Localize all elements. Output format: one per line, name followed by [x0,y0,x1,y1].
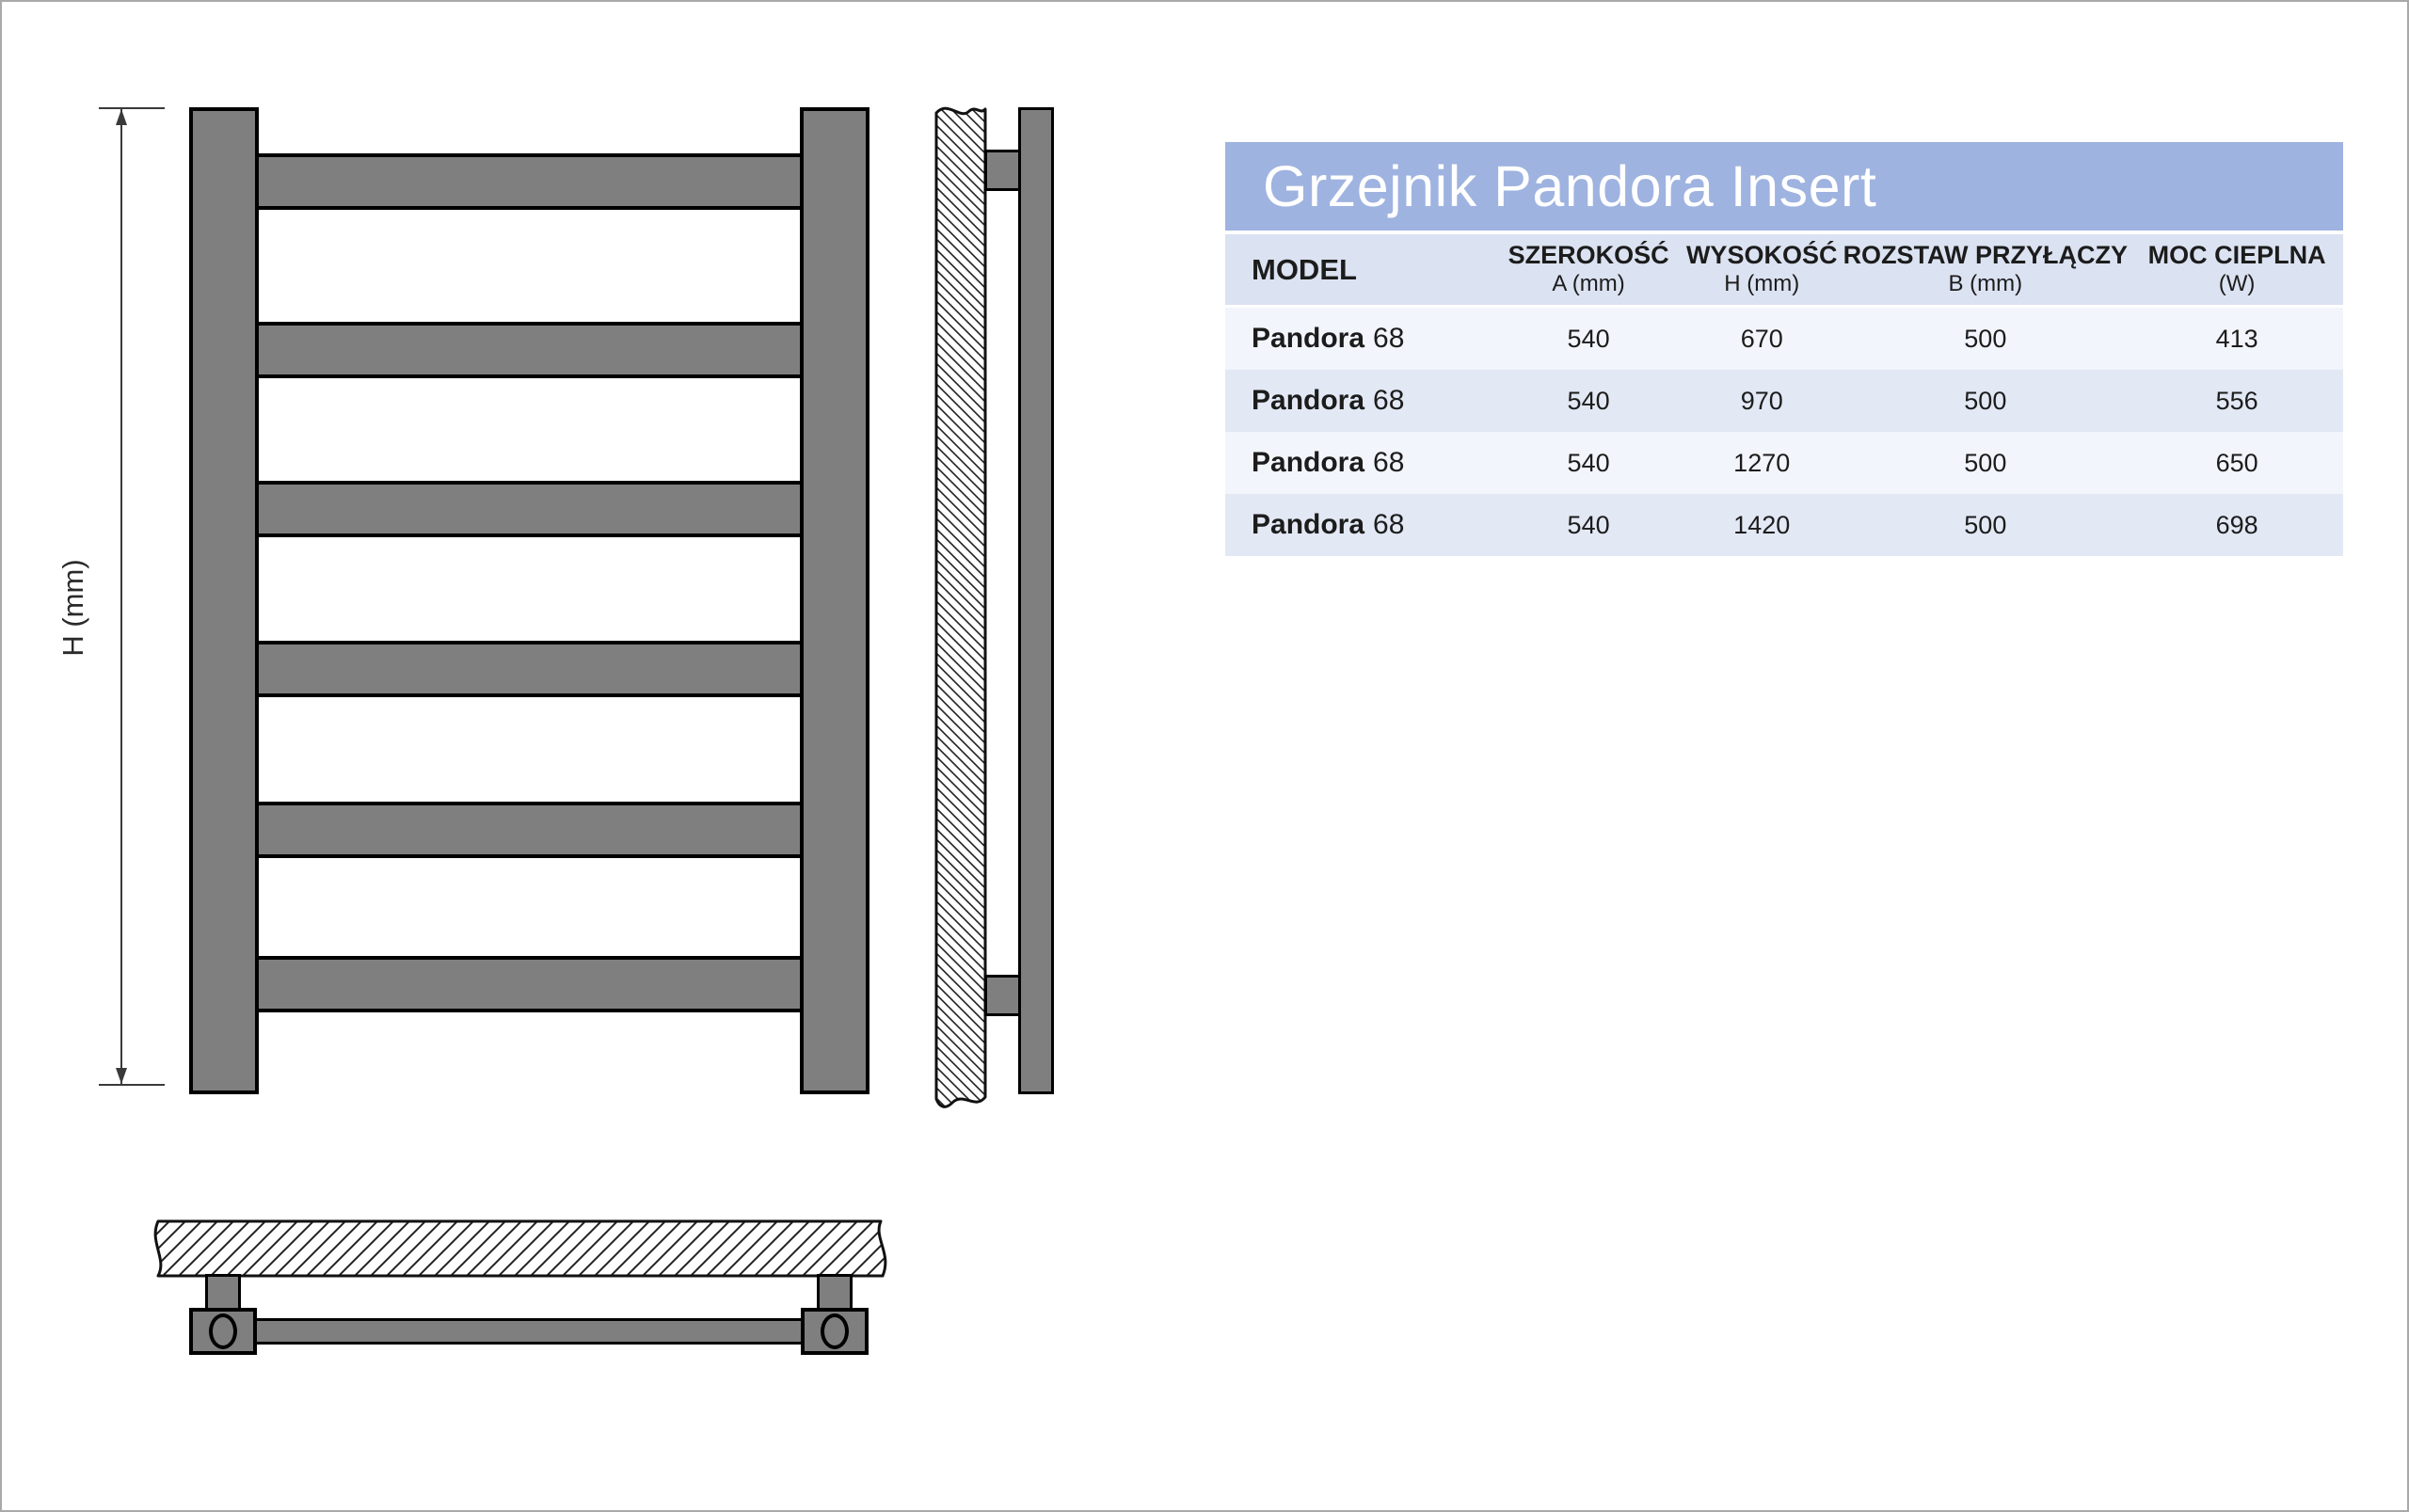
cell-szerokosc: 540 [1567,510,1610,539]
cell-model [1225,447,1493,479]
cell-wysokosc: 1270 [1733,448,1791,477]
column-header-moc [2130,241,2343,298]
model-variant: 68 [1373,447,1405,478]
column-header-moc-label: MOC CIEPLNA [2147,240,2326,269]
radiator-column-left [189,107,259,1094]
model-name: Pandora [1252,509,1365,540]
rung-top-view [251,1318,806,1345]
table-title: Grzejnik Pandora Insert [1225,142,2343,231]
table-row [1225,370,2343,432]
dimension-label: H (mm) [56,559,89,657]
column-header-wysokosc-sub: H (mm) [1724,271,1800,297]
radiator-column-side [1018,107,1054,1094]
column-header-model [1225,253,1493,287]
cell-rozstaw: 500 [1964,324,2007,353]
model-variant: 68 [1373,509,1405,540]
model-variant: 68 [1373,385,1405,416]
column-header-wysokosc [1683,241,1840,298]
radiator-rung [253,956,806,1012]
radiator-rung [253,481,806,537]
column-header-rozstaw [1840,241,2130,298]
pipe-outlet-circle-right [821,1313,849,1349]
wall-bracket-bottom [984,975,1022,1016]
radiator-rung [253,153,806,210]
column-header-wysokosc-label: WYSOKOŚĆ [1685,240,1838,269]
radiator-rung [253,641,806,697]
dimension-arrow-down-icon [116,1068,127,1084]
mount-bracket-left [205,1274,241,1312]
cell-model [1225,323,1493,355]
column-header-model-label: MODEL [1252,252,1357,286]
cell-szerokosc: 540 [1567,324,1610,353]
mount-bracket-right [817,1274,853,1312]
cell-moc: 650 [2215,448,2258,477]
table-row [1225,308,2343,370]
dimension-tick-bottom [99,1084,165,1086]
cell-moc: 413 [2215,324,2258,353]
cell-rozstaw: 500 [1964,448,2007,477]
cell-rozstaw: 500 [1964,510,2007,539]
wall-section-top [141,1218,898,1280]
radiator-rung [253,802,806,858]
dimension-tick-top [99,107,165,109]
model-name: Pandora [1252,447,1365,478]
column-header-szerokosc-sub: A (mm) [1552,271,1625,297]
column-header-szerokosc-label: SZEROKOŚĆ [1508,240,1669,269]
cell-model [1225,385,1493,417]
wall-section-side [930,98,1020,1114]
table-header-row [1225,234,2343,305]
cell-moc: 556 [2215,386,2258,415]
cell-wysokosc: 670 [1740,324,1783,353]
cell-model [1225,509,1493,541]
cell-wysokosc: 970 [1740,386,1783,415]
column-header-szerokosc [1493,241,1683,298]
cell-moc: 698 [2215,510,2258,539]
pipe-outlet-circle-left [209,1313,237,1349]
model-name: Pandora [1252,385,1365,416]
model-name: Pandora [1252,323,1365,354]
dimension-arrow-up-icon [116,109,127,125]
cell-szerokosc: 540 [1567,448,1610,477]
column-header-rozstaw-sub: B (mm) [1948,271,2023,297]
wall-bracket-top [984,150,1022,191]
radiator-column-right [800,107,869,1094]
radiator-rung [253,322,806,378]
column-header-moc-sub: (W) [2218,271,2256,297]
cell-wysokosc: 1420 [1733,510,1791,539]
cell-rozstaw: 500 [1964,386,2007,415]
cell-szerokosc: 540 [1567,386,1610,415]
column-header-rozstaw-label: ROZSTAW PRZYŁĄCZY [1843,240,2129,269]
model-variant: 68 [1373,323,1405,354]
table-row [1225,494,2343,556]
table-row [1225,432,2343,494]
dimension-line [120,109,122,1084]
spec-table [1225,142,2343,556]
